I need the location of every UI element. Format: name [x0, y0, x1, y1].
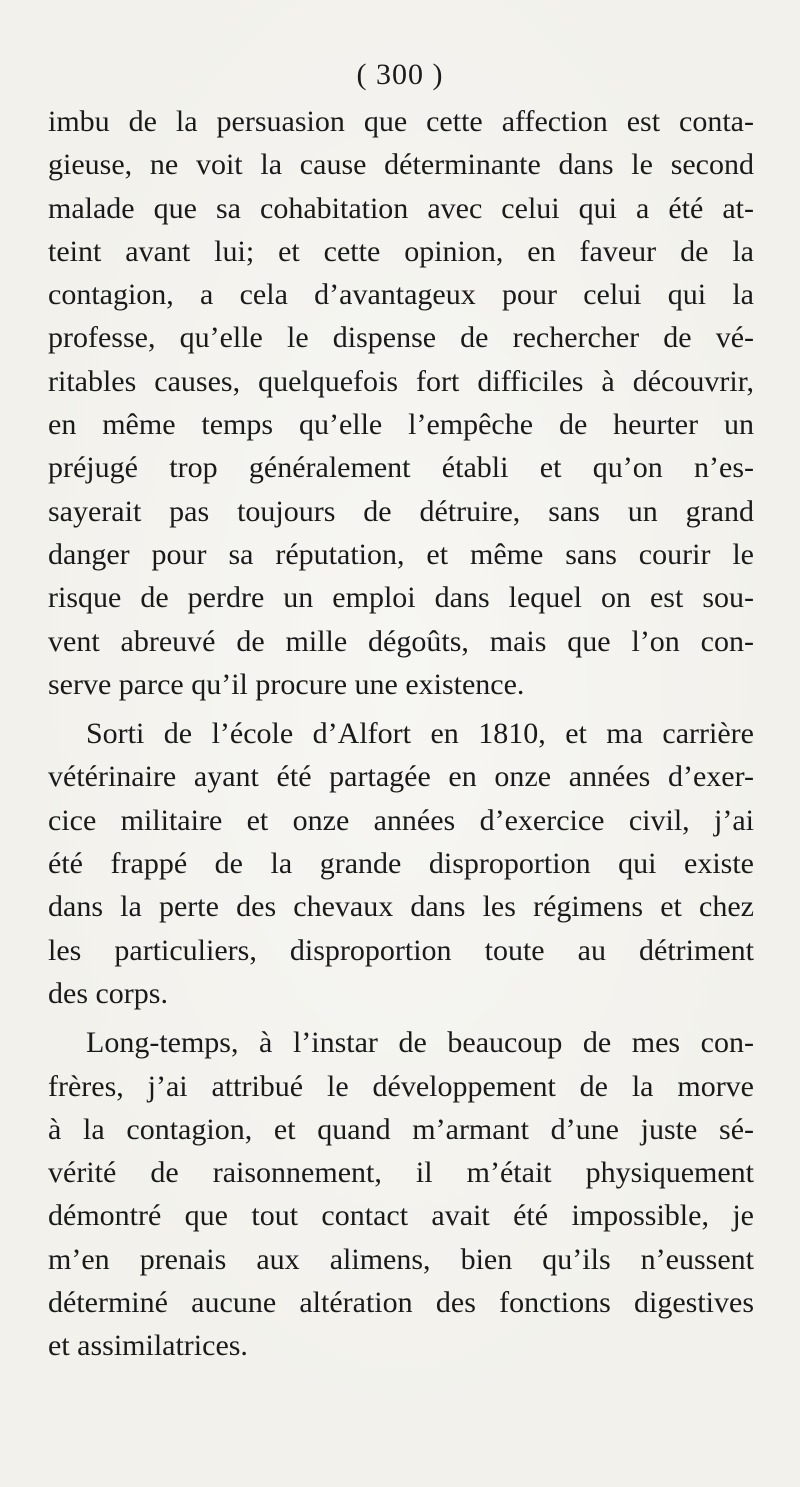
page-number: ( 300 ) [356, 58, 444, 91]
text-line: gieuse, ne voit la cause déterminante dans le second [48, 148, 754, 182]
text-line: m’en prenais aux alimens, bien qu’ils n’eussent [48, 1242, 754, 1276]
text-line: serve parce qu’il procure une existence. [48, 667, 525, 701]
text-line: vérité de raisonnement, il m’était physiquement [48, 1156, 754, 1190]
text-line: à la contagion, et quand m’armant d’une juste sé- [48, 1112, 754, 1146]
text-line: ritables causes, quelquefois fort difficiles à découvrir, [48, 364, 754, 398]
text-line: vétérinaire ayant été partagée en onze années d’exer- [48, 760, 754, 794]
text-line: les particuliers, disproportion toute au détriment [48, 933, 754, 967]
text-line: frères, j’ai attribué le développement de la morve [48, 1069, 754, 1103]
paragraph-3 [48, 1021, 754, 1367]
text-line: professe, qu’elle le dispense de rechercher de vé- [48, 321, 754, 355]
text-line: été frappé de la grande disproportion qui existe [48, 847, 754, 881]
paragraph-1 [48, 100, 754, 706]
text-line: et assimilatrices. [48, 1329, 248, 1363]
text-line: Sorti de l’école d’Alfort en 1810, et ma carrière [86, 717, 754, 751]
text-line: malade que sa cohabitation avec celui qui a été at- [48, 191, 754, 225]
text-line: Long-temps, à l’instar de beaucoup de mes con- [86, 1026, 754, 1060]
text-line: dans la perte des chevaux dans les régimens et chez [48, 890, 754, 924]
text-line: déterminé aucune altération des fonctions digestives [48, 1286, 754, 1320]
text-line: cice militaire et onze années d’exercice civil, j’ai [48, 803, 754, 837]
text-line: risque de perdre un emploi dans lequel on est sou- [48, 581, 754, 615]
body-text [48, 100, 754, 1368]
text-line: en même temps qu’elle l’empêche de heurter un [48, 408, 754, 442]
text-line: teint avant lui; et cette opinion, en faveur de la [48, 234, 754, 268]
text-line: danger pour sa réputation, et même sans courir le [48, 537, 754, 571]
text-line: vent abreuvé de mille dégoûts, mais que l’on con- [48, 624, 754, 658]
text-line: sayerait pas toujours de détruire, sans un grand [48, 494, 754, 528]
text-line: démontré que tout contact avait été impossible, je [48, 1199, 754, 1233]
text-line: préjugé trop généralement établi et qu’on n’es- [48, 451, 754, 485]
paragraph-2 [48, 712, 754, 1015]
text-line: contagion, a cela d’avantageux pour celui qui la [48, 278, 754, 312]
text-line: imbu de la persuasion que cette affection est conta- [48, 105, 754, 138]
text-line: des corps. [48, 976, 168, 1010]
